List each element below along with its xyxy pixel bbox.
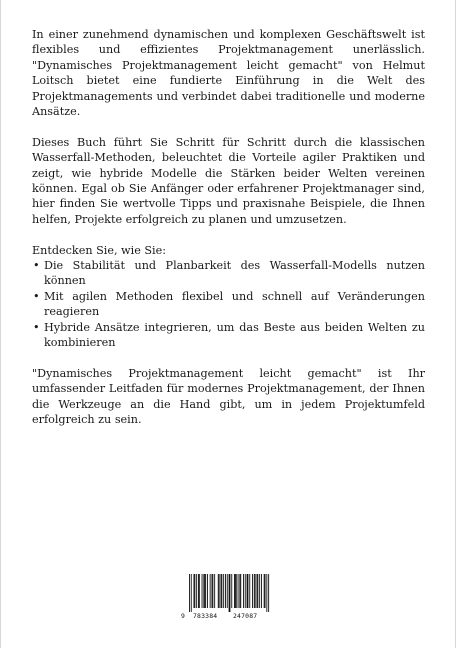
barcode-bar <box>205 574 206 608</box>
barcode-bar <box>266 574 267 612</box>
bullet-icon: • <box>33 289 40 303</box>
barcode-bar <box>234 574 235 608</box>
barcode-bar <box>239 574 240 608</box>
list-item-text: Die Stabilität und Planbarkeit des Wasserfall-Modells nutzen können <box>44 259 425 288</box>
list-intro: Entdecken Sie, wie Sie: <box>32 243 167 257</box>
barcode-bar <box>236 574 237 608</box>
list-item-text: Mit agilen Methoden flexibel und schnell auf Veränderungen reagieren <box>44 289 425 319</box>
barcode-bar <box>231 574 232 608</box>
barcode-bar <box>212 574 213 608</box>
barcode-bar <box>248 574 249 608</box>
blurb-paragraph-intro: In einer zunehmend dynamischen und komplexen Geschäftswelt ist flexibles und effizientes Projektmanagement unerlässlich. "Dynamisches Projektmanagement leicht gemacht" von Helmut Loitsch bietet eine fundierte Einführung in die Welt des Projektmanagements und verbindet dabei traditionelle und moderne Ansätze. <box>32 28 425 119</box>
barcode-bar <box>259 574 260 608</box>
barcode-bar <box>252 574 253 608</box>
barcode-bar <box>219 574 220 608</box>
barcode-bar <box>230 574 231 612</box>
barcode-bar <box>254 574 255 608</box>
barcode-bars <box>181 574 275 612</box>
barcode-bar <box>221 574 222 608</box>
barcode-bar <box>249 574 250 608</box>
barcode-bar <box>204 574 205 608</box>
barcode-bar <box>257 574 258 608</box>
barcode-bar <box>245 574 246 608</box>
barcode-bar <box>247 574 248 608</box>
barcode-bar <box>243 574 244 608</box>
barcode-bar <box>235 574 236 608</box>
barcode-bar <box>264 574 265 608</box>
barcode-bar <box>257 574 258 608</box>
barcode-bar <box>223 574 224 608</box>
barcode-bar <box>240 574 241 608</box>
list-item-text: Hybride Ansätze integrieren, um das Beste aus beiden Welten zu kombinieren <box>44 320 425 350</box>
barcode-bar <box>207 574 208 608</box>
barcode-bar <box>255 574 256 608</box>
barcode-bar <box>268 574 269 612</box>
barcode-bar <box>225 574 226 608</box>
barcode-digit-group-right: 247087 <box>233 612 258 620</box>
list-item <box>32 289 425 320</box>
barcode-bar <box>189 574 190 612</box>
barcode-bar <box>265 574 266 608</box>
barcode-bar <box>214 574 215 608</box>
bullet-icon: • <box>33 259 40 273</box>
barcode-bar <box>196 574 197 608</box>
barcode-bar <box>218 574 219 608</box>
blurb-text <box>32 27 425 443</box>
barcode-bar <box>229 574 230 612</box>
barcode-bar <box>202 574 203 608</box>
barcode-bar <box>203 574 204 608</box>
barcode-bar <box>199 574 200 608</box>
barcode-digit-prefix: 9 <box>181 612 186 620</box>
barcode-bar <box>221 574 222 608</box>
barcode-bar <box>261 574 262 608</box>
barcode-bar <box>198 574 199 608</box>
isbn-barcode <box>181 574 275 626</box>
barcode-bar <box>194 574 195 608</box>
barcode-bar <box>191 574 192 612</box>
blurb-paragraph-closing: "Dynamisches Projektmanagement leicht gemacht" ist Ihr umfassender Leitfaden für modernes Projektmanagement, der Ihnen die Werkzeuge an die Hand gibt, um in jedem Projektumfeld erfolgreich zu sein. <box>32 366 425 427</box>
barcode-bar <box>238 574 239 608</box>
list-item <box>32 320 425 351</box>
barcode-bar <box>227 574 228 608</box>
barcode-bar <box>210 574 211 608</box>
feature-list <box>32 258 425 350</box>
bullet-icon: • <box>33 320 40 334</box>
list-item <box>32 258 425 289</box>
blurb-paragraph-description: Dieses Buch führt Sie Schritt für Schritt durch die klassischen Wasserfall-Methoden, beleuchtet die Vorteile agiler Praktiken und zeigt, wie hybride Modelle die Stärken beider Welten vereinen können. Egal ob Sie Anfänger oder erfahrener Projektmanager sind, hier finden Sie wertvolle Tipps und praxisnahe Beispiele, die Ihnen helfen, Projekte erfolgreich zu planen und umzusetzen. <box>32 135 425 226</box>
barcode-bar <box>194 574 195 608</box>
barcode-digit-group-left: 783384 <box>193 612 218 620</box>
barcode-bar <box>212 574 213 608</box>
